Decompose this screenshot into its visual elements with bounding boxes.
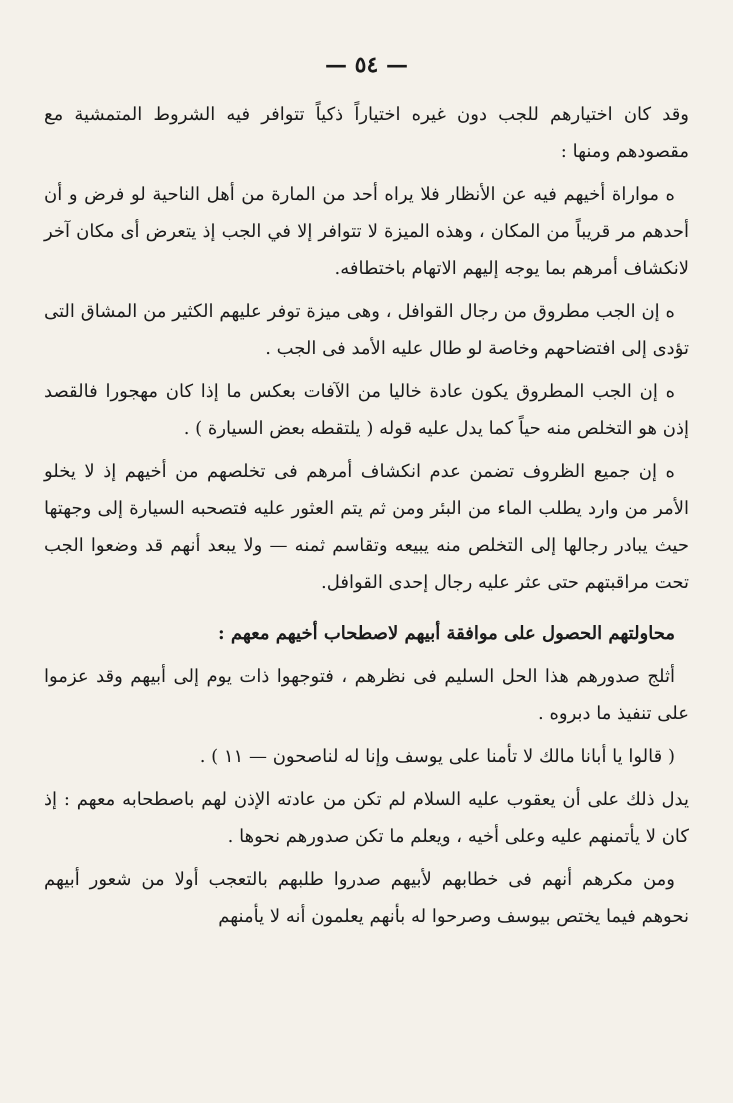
paragraph-body-3: ومن مكرهم أنهم فى خطابهم لأبيهم صدروا طلبهم بالتعجب أولا من شعور أبيهم نحوهم فيما يختص بيوسف وصرحوا له بأنهم يعلمون أنه لا يأمنهم <box>44 869 689 927</box>
page-content <box>44 96 689 935</box>
page-number: — ٥٤ — <box>325 52 408 78</box>
paragraph-body-2: يدل ذلك على أن يعقوب عليه السلام لم تكن من عادته الإذن لهم باصطحابه معهم : إذ كان لا يأتمنهم عليه وعلى أخيه ، ويعلم ما تكن صدورهم نحوها . <box>44 789 689 847</box>
paragraph-intro: وقد كان اختيارهم للجب دون غيره اختياراً ذكياً تتوافر فيه الشروط المتمشية مع مقصودهم ومنها : <box>44 104 689 162</box>
paragraph-point-3: ه إن الجب المطروق يكون عادة خاليا من الآفات بعكس ما إذا كان مهجورا فالقصد إذن هو التخلص منه حياً كما يدل عليه قوله ( يلتقطه بعض السيارة ) . <box>44 381 689 439</box>
paragraph-quran-quote: ( قالوا يا أبانا مالك لا تأمنا على يوسف وإنا له لناصحون — ١١ ) . <box>199 746 675 767</box>
section-heading: محاولتهم الحصول على موافقة أبيهم لاصطحاب أخيهم معهم : <box>217 623 675 644</box>
paragraph-body-1: أثلج صدورهم هذا الحل السليم فى نظرهم ، فتوجهوا ذات يوم إلى أبيهم وقد عزموا على تنفيذ ما دبروه . <box>44 666 689 724</box>
paragraph-point-2: ه إن الجب مطروق من رجال القوافل ، وهى ميزة توفر عليهم الكثير من المشاق التى تؤدى إلى افتضاحهم وخاصة لو طال عليه الأمد فى الجب . <box>44 301 689 359</box>
paragraph-point-1: ه مواراة أخيهم فيه عن الأنظار فلا يراه أحد من المارة من أهل الناحية لو فرض و أن أحدهم مر قريباً من المكان ، وهذه الميزة لا تتوافر إلا في الجب إذ يتعرض أى مكان آخر لانكشاف أمرهم بما يوجه إليهم الاتهام باختطافه. <box>44 184 689 279</box>
paragraph-point-4: ه إن جميع الظروف تضمن عدم انكشاف أمرهم فى تخلصهم من أخيهم إذ لا يخلو الأمر من وارد يطلب الماء من البئر ومن ثم يتم العثور عليه فتصحبه السيارة إلى وجهتها حيث يبادر رجالها إلى التخلص منه يبيعه وتقاسم ثمنه — ولا يبعد أنهم قد وضعوا الجب تحت مراقبتهم حتى عثر عليه رجال إحدى القوافل. <box>44 461 689 593</box>
